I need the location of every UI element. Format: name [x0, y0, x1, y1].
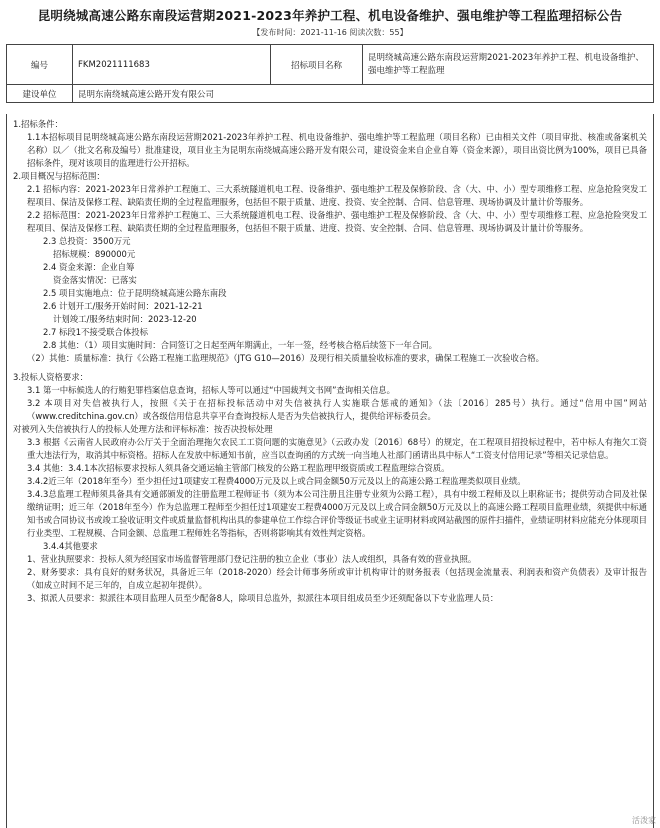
section-2-4-status: 资金落实情况：已落实: [53, 275, 137, 285]
announcement-body: [6, 114, 654, 828]
req-personnel: 3、拟派人员要求：拟派往本项目监理人员至少配备8人，除项目总监外，拟派往本项目组成员至少还须配备以下专业监理人员：: [27, 593, 499, 603]
section-3-heading: 3.投标人资格要求：: [13, 372, 88, 382]
page-title: 昆明绕城高速公路东南段运营期2021-2023年养护工程、机电设备维护、强电维护等工程监理招标公告: [37, 8, 623, 23]
section-3-1: 3.1 第一中标候选人的行贿犯罪档案信息查询，招标人等可以通过“中国裁判文书网”查询相关信息。: [27, 385, 396, 395]
section-3-2-handling: 对被列入失信被执行人的投标人处理方法和评标标准：按否决投标处理: [13, 424, 273, 434]
watermark-text: 活泼家: [632, 816, 656, 825]
section-2-6-end: 计划竣工/服务结束时间：2023-12-20: [53, 314, 197, 324]
owner-value: 昆明东南绕城高速公路开发有限公司: [73, 85, 654, 103]
section-3-4-2: 3.4.2近三年（2018年至今）至少担任过1项建安工程费4000万元及以上或合同金额50万元及以上的高速公路工程监理类似项目业绩。: [27, 476, 526, 486]
code-label: 编号: [7, 45, 73, 85]
owner-label: 建设单位: [7, 85, 73, 103]
section-1-heading: 1.招标条件：: [13, 119, 63, 129]
code-value: FKM2021111683: [73, 45, 271, 85]
section-2-6-start: 2.6 计划开工/服务开始时间：2021-12-21: [43, 301, 203, 311]
project-label: 招标项目名称: [271, 45, 363, 85]
section-2-heading: 2.项目概况与招标范围：: [13, 171, 105, 181]
req-business-license: 1、营业执照要求：投标人须为经国家市场监督管理部门登记注册的独立企业（事业）法人或组织，具备有效的营业执照。: [27, 554, 477, 564]
section-3-4: 3.4 其他：3.4.1本次招标要求投标人须具备交通运输主管部门核发的公路工程监理甲级资质或工程监理综合资质。: [27, 463, 450, 473]
section-1-1: 1.1本招标项目昆明绕城高速公路东南段运营期2021-2023年养护工程、机电设备维护、强电维护等工程监理（项目名称）已由相关文件（项目审批、核准或备案机关名称）以／（批文名称及编号）批准建设，项目业主为昆明东南绕城高速公路开发有限公司，建设资金来自企业自筹（资金来源），项目出资比例为100%，项目已具备招标条件，现对该项目的监理进行公开招标。: [27, 132, 647, 168]
section-2-8: 2.8 其他：（1）项目实施时间：合同签订之日起至两年期满止，一年一签，经考核合格后续签下一年合同。: [43, 340, 437, 350]
publish-meta: 【发布时间：2021-11-16 阅读次数：55】: [252, 28, 408, 37]
section-3-4-3: 3.4.3总监理工程师须具备具有交通部颁发的注册监理工程师证书（须为本公司注册且注册专业须为公路工程），具有中级工程师及以上职称证书；提供劳动合同及社保缴纳证明；近三年（2018年至今）作为总监理工程师至少担任过1项建安工程费4000万元及以上或合同金额50万元及以上的高速公路工程项目监理业绩，须提供中标通知书或合同协议书或竣工验收证明文件或质量监督机构出具的参建单位工作综合评价等级证书或业主证明材料或网站截图的原件扫描件，业绩证明材料应能充分体现项目行业类型、工程规模、合同金额、总监理工程师姓名等指标，否则将影响其有效性判定资格。: [27, 489, 647, 538]
section-2-2: 2.2 招标范围：2021-2023年日常养护工程施工、三大系统隧道机电工程、设备维护、强电维护工程及保修阶段、含（大、中、小）型专项维修工程、应急抢险突发工程项目、保洁及保修工程、缺陷责任期的全过程监理服务，包括但不限于质量、进度、投资、安全控制、合同、信息管理、现场协调及计量计价等服务。: [27, 210, 647, 233]
project-value: 昆明绕城高速公路东南段运营期2021-2023年养护工程、机电设备维护、强电维护等工程监理: [363, 45, 654, 85]
section-3-3: 3.3 根据《云南省人民政府办公厅关于全面治理拖欠农民工工资问题的实施意见》（云政办发〔2016〕68号）的规定，在工程项目招投标过程中，若中标人有拖欠工资重大违法行为，取消其中标资格。招标人在发放中标通知书前，应当以查询函的方式统一向当地人社部门函请出具中标人“工资支付信用记录”等相关记录信息。: [27, 437, 647, 460]
section-2-3-scale: 招标规模：890000元: [53, 249, 136, 259]
section-2-3-investment: 2.3 总投资：3500万元: [43, 236, 131, 246]
section-2-7: 2.7 标段1不接受联合体投标: [43, 327, 149, 337]
section-2-8-quality: （2）其他：质量标准：执行《公路工程施工监理规范》（JTG G10—2016）及现行相关质量验收标准的要求，确保工程施工一次验收合格。: [27, 353, 544, 363]
section-2-5: 2.5 项目实施地点：位于昆明绕城高速公路东南段: [43, 288, 227, 298]
section-3-4-4: 3.4.4其他要求: [43, 541, 98, 551]
req-finance: 2、财务要求：具有良好的财务状况，具备近三年（2018-2020）经会计师事务所或审计机构审计的财务报表（包括现金流量表、利润表和资产负债表）及审计报告（如成立时间不足三年的，自成立起初年提供）。: [27, 567, 647, 590]
section-3-2: 3.2 本项目对失信被执行人，按照《关于在招标投标活动中对失信被执行人实施联合惩戒的通知》（法〔2016〕285号）执行。通过“信用中国”网站（www.creditchina.gov.cn）或各级信用信息共享平台查询投标人是否为失信被执行人，提供给评标委员会。: [27, 398, 647, 421]
info-table: [6, 44, 654, 103]
section-2-4-source: 2.4 资金来源：企业自筹: [43, 262, 135, 272]
section-2-1: 2.1 招标内容：2021-2023年日常养护工程施工、三大系统隧道机电工程、设备维护、强电维护工程及保修阶段、含（大、中、小）型专项维修工程、应急抢险突发工程项目、保洁及保修工程、缺陷责任期的全过程监理服务，包括但不限于质量、进度、投资、安全控制、合同、信息管理、现场协调及计量计价等服务。: [27, 184, 647, 207]
